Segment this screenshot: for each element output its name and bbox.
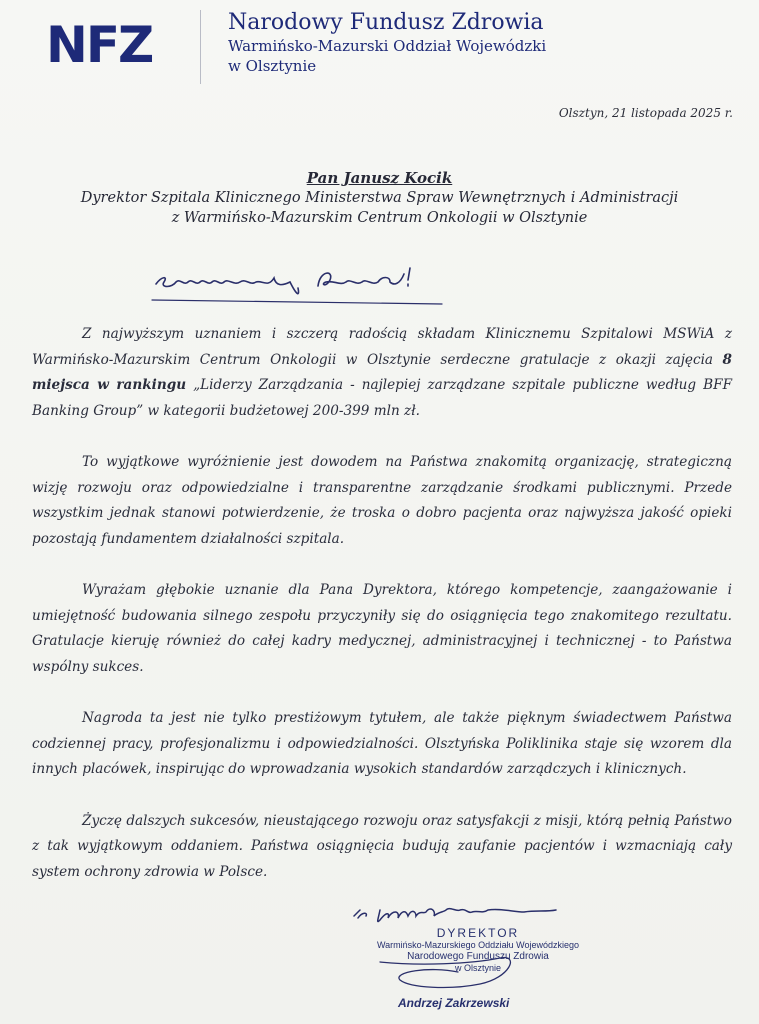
stamp-line1: Warmińsko-Mazurskiego Oddziału Wojewódzkiego: [376, 940, 580, 950]
recipient-title-line2: z Warmińsko-Mazurskim Centrum Onkologii w Olsztynie: [171, 210, 588, 226]
nfz-logo: NFZ: [46, 16, 153, 74]
handwritten-salutation: [150, 262, 450, 306]
paragraph-1-end: „Liderzy Zarządzania - najlepiej zarządzane szpitale publiczne według BFF Banking Group” w kategorii budżetowej 200-399 mln zł.: [32, 377, 732, 419]
stamp-role: DYREKTOR: [436, 926, 520, 940]
stamp-line2: Narodowego Funduszu Zdrowia: [407, 951, 549, 962]
addressee-block: [0, 168, 759, 228]
paragraph-4: Nagroda ta jest nie tylko prestiżowym tytułem, ale także pięknym świadectwem Państwa codziennej pracy, profesjonalizmu i odpowiedzialności. Olsztyńska Poliklinika staje się wzorem dla innych placówek, inspirując do wprowadzania wysokich standardów zarządczych i klinicznych.: [32, 710, 732, 777]
paragraph-1: [32, 322, 732, 424]
paragraph-3: Wyrażam głębokie uznanie dla Pana Dyrektora, którego kompetencje, zaangażowanie i umiejętność budowania silnego zespołu przyczyniły się do osiągnięcia tego znakomitego rezultatu. Gratulacje kieruję również do całej kadry medycznej, administracyjnej i technicznej - to Państwa wspólny sukces.: [32, 582, 732, 675]
salutation-handwriting-icon: [150, 262, 450, 306]
recipient-title-line1: Dyrektor Szpitala Klinicznego Ministerstwa Spraw Wewnętrznych i Administracji: [80, 190, 679, 206]
paragraph-5: Życzę dalszych sukcesów, nieustającego rozwoju oraz satysfakcji z misji, którą pełnią Państwo z tak wyjątkowym oddaniem. Państwa osiągnięcia budują zaufanie pacjentów i wzmacniają cały system ochrony zdrowia w Polsce.: [32, 812, 732, 880]
branch-name-line2: w Olsztynie: [228, 57, 317, 75]
letter-date: Olsztyn, 21 listopada 2025 r.: [558, 106, 733, 120]
organization-name: Narodowy Fundusz Zdrowia: [228, 10, 544, 35]
official-stamp: [368, 926, 588, 974]
branch-name-line1: Warmińsko-Mazurski Oddział Wojewódzki: [228, 37, 547, 55]
letter-body: [32, 322, 732, 911]
stamp-line3: w Olsztynie: [454, 963, 501, 973]
letterhead-divider: [200, 10, 201, 84]
paragraph-1-start: Z najwyższym uznaniem i szczerą radością składam Klinicznemu Szpitalowi MSWiA z Warmińsko-Mazurskim Centrum Onkologii w Olsztynie serdeczne gratulacje z okazji zajęcia: [32, 326, 732, 368]
signature-block: [350, 902, 590, 1020]
letterhead-organization: [228, 10, 546, 76]
recipient-name: Pan Janusz Kocik: [306, 169, 453, 187]
signatory-name: Andrzej Zakrzewski: [398, 996, 510, 1010]
paragraph-1-bold: 8 miejsca w rankingu: [32, 351, 732, 393]
paragraph-2: To wyjątkowe wyróżnienie jest dowodem na Państwa znakomitą organizację, strategiczną wizję rozwoju oraz odpowiedzialne i transparentne zarządzanie środkami publicznymi. Przede wszystkim jednak stanowi potwierdzenie, że troska o dobro pacjenta oraz najwyższa jakość opieki pozostają fundamentem działalności szpitala.: [32, 454, 732, 547]
